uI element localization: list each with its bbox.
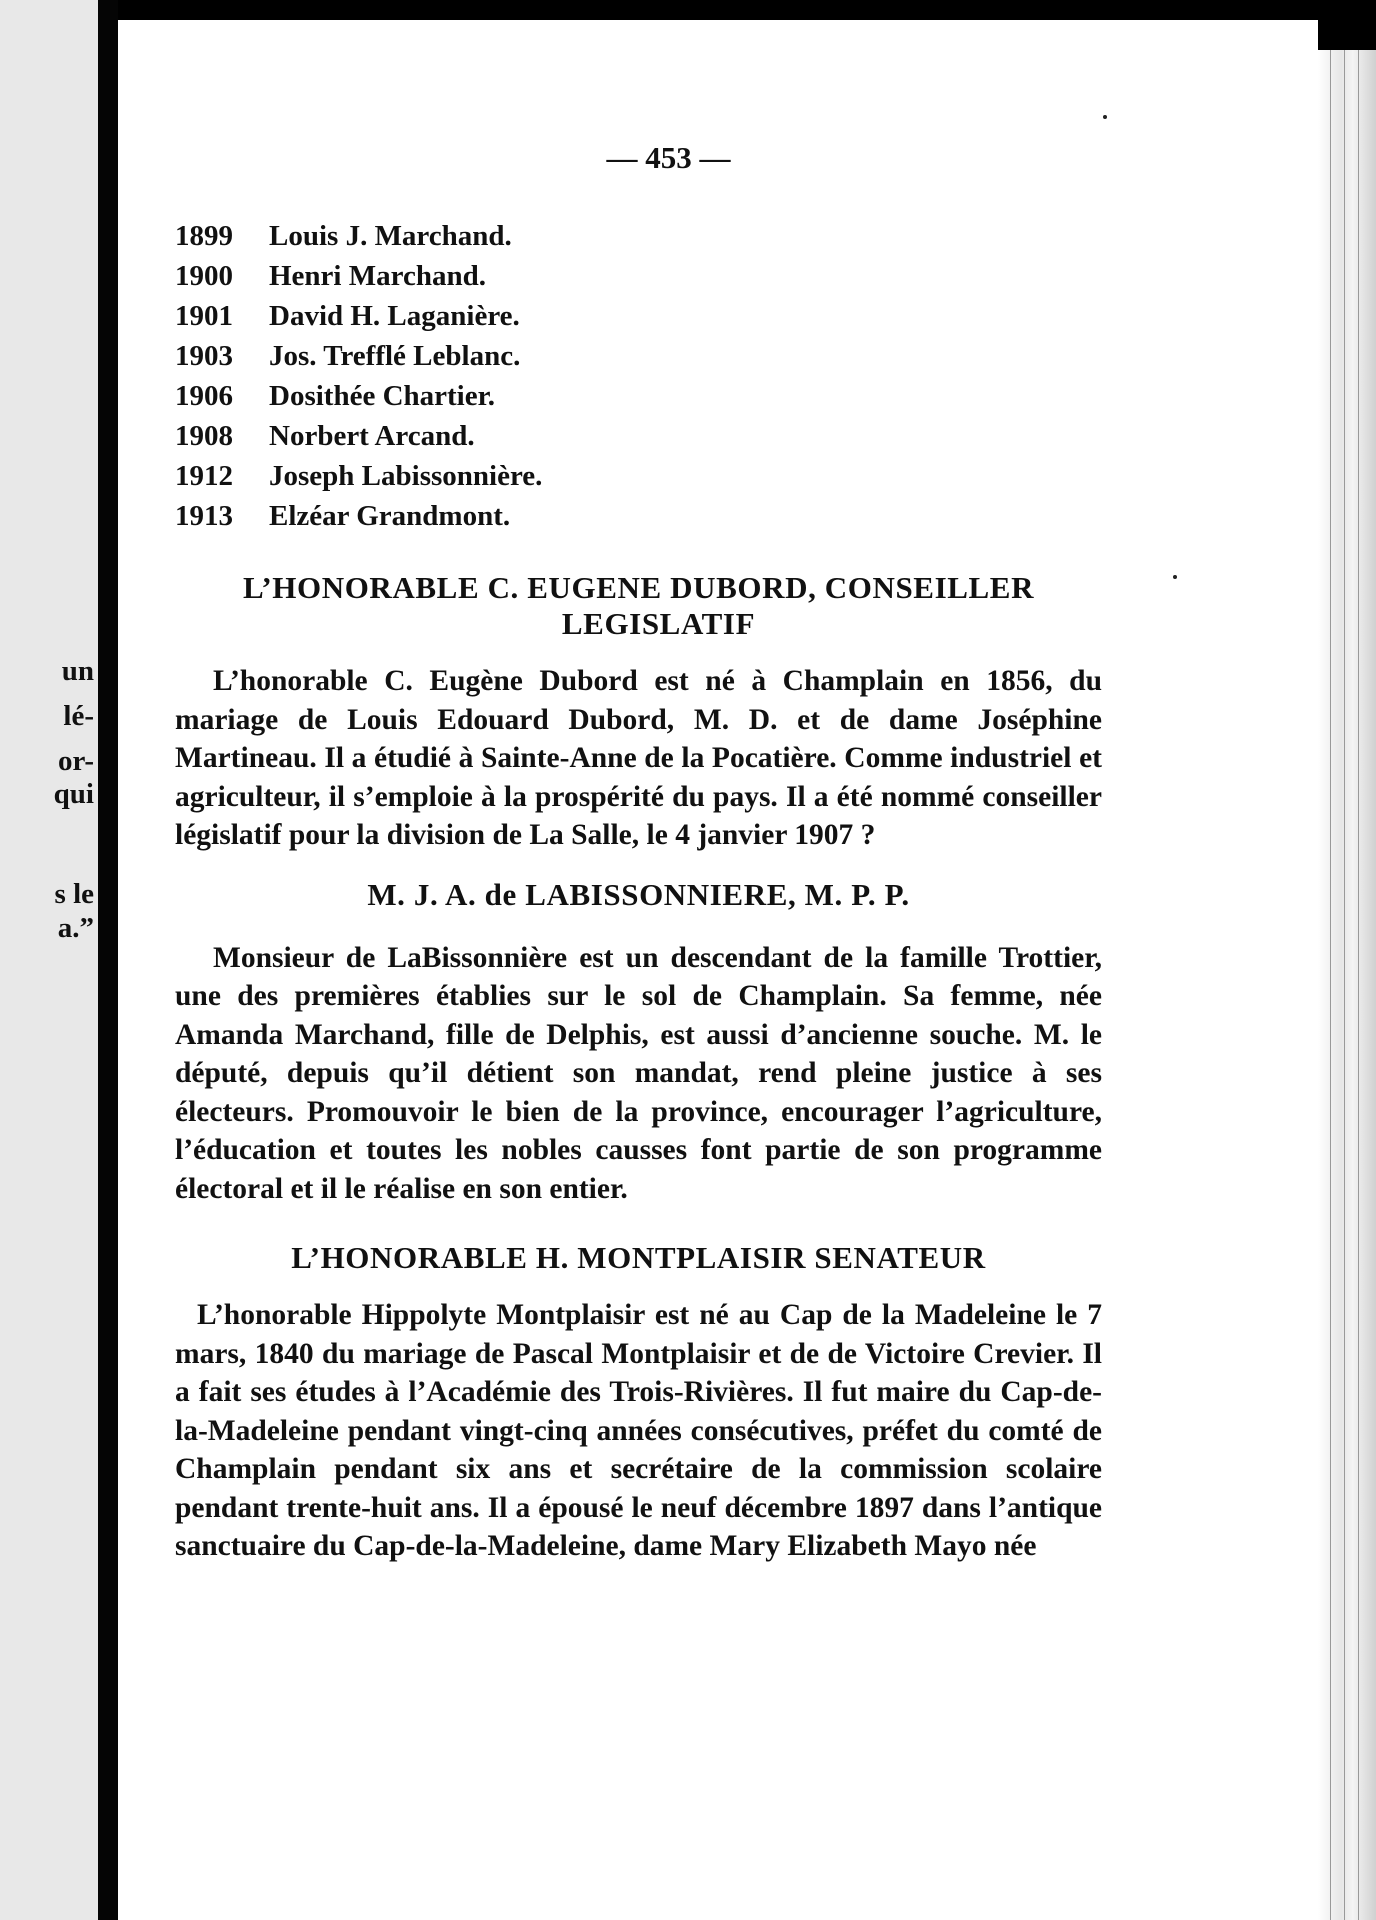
left-page-edge — [0, 0, 98, 1920]
year-list-item — [175, 496, 1102, 536]
left-page-fragment: s le — [54, 878, 94, 910]
section-heading-dubord — [175, 570, 1102, 642]
left-page-fragment: un — [61, 655, 94, 687]
heading-line: L’HONORABLE C. EUGENE DUBORD, CONSEILLER — [242, 570, 1035, 605]
section-heading-labissonniere: M. J. A. de LABISSONNIERE, M. P. P. — [367, 876, 910, 912]
person-name: Norbert Arcand. — [269, 420, 475, 452]
year: 1912 — [175, 460, 233, 492]
year-list-item — [175, 256, 1102, 296]
print-speck — [1173, 575, 1177, 579]
person-name: Elzéar Grandmont. — [269, 500, 511, 532]
section-paragraph-dubord: L’honorable C. Eugène Dubord est né à Champlain en 1856, du mariage de Louis Edouard Dubord, M. D. et de dame Joséphine Martineau. Il a étudié à Sainte-Anne de la Pocatière. Comme industriel et agriculteur, il s’emploie à la prospérité du pays. Il a été nommé conseiller législatif pour la division de La Salle, le 4 janvier 1907 ? — [175, 665, 1102, 851]
section-paragraph-montplaisir: L’honorable Hippolyte Montplaisir est né au Cap de la Madeleine le 7 mars, 1840 du mariage de Pascal Montplaisir et de de Victoire Crevier. Il a fait ses études à l’Académie des Trois-Rivières. Il fut maire du Cap-de-la-Madeleine pendant vingt-cinq années consécutives, préfet du comté de Champlain pendant six ans et secrétaire de la commission scolaire pendant trente-huit ans. Il a épousé le neuf décembre 1897 dans l’antique sanctuaire du Cap-de-la-Madeleine, dame Mary Elizabeth Mayo née — [175, 1299, 1102, 1562]
year-list — [175, 216, 1102, 536]
person-name: Dosithée Chartier. — [269, 380, 496, 412]
year-list-item — [175, 376, 1102, 416]
person-name: Joseph Labissonnière. — [269, 460, 543, 492]
year-list-item — [175, 336, 1102, 376]
left-page-fragment: or- — [58, 745, 94, 777]
year: 1899 — [175, 220, 233, 252]
year: 1900 — [175, 260, 233, 292]
heading-line: LEGISLATIF — [561, 606, 756, 641]
page-number: — 453 — — [606, 140, 731, 175]
year-list-item — [175, 416, 1102, 456]
year: 1901 — [175, 300, 233, 332]
left-page-fragment: a.” — [57, 912, 94, 944]
person-name: Louis J. Marchand. — [269, 220, 512, 252]
year: 1903 — [175, 340, 233, 372]
left-page-fragment: qui — [53, 778, 94, 810]
year: 1913 — [175, 500, 233, 532]
person-name: Jos. Trefflé Leblanc. — [269, 340, 521, 372]
year-list-item — [175, 456, 1102, 496]
page-stack-edge — [1318, 50, 1376, 1920]
year: 1908 — [175, 420, 233, 452]
person-name: Henri Marchand. — [269, 260, 486, 292]
page-content — [175, 140, 1102, 1566]
section-heading-montplaisir: L’HONORABLE H. MONTPLAISIR SENATEUR — [291, 1240, 986, 1275]
print-speck — [1103, 115, 1107, 119]
section-paragraph-labissonniere: Monsieur de LaBissonnière est un descendant de la famille Trottier, une des premières établies sur le sol de Champlain. Sa femme, née Amanda Marchand, fille de Delphis, est aussi d’ancienne souche. M. le député, depuis qu’il détient son mandat, rend pleine justice à ses électeurs. Promouvoir le bien de la province, encourager l’agriculture, l’éducation et toutes les nobles causses font partie de son programme électoral et il le réalise en son entier. — [175, 941, 1102, 1205]
year: 1906 — [175, 380, 233, 412]
person-name: David H. Laganière. — [269, 300, 520, 332]
year-list-item — [175, 216, 1102, 256]
book-gutter — [98, 0, 118, 1920]
year-list-item — [175, 296, 1102, 336]
left-page-fragment: lé- — [63, 700, 94, 732]
